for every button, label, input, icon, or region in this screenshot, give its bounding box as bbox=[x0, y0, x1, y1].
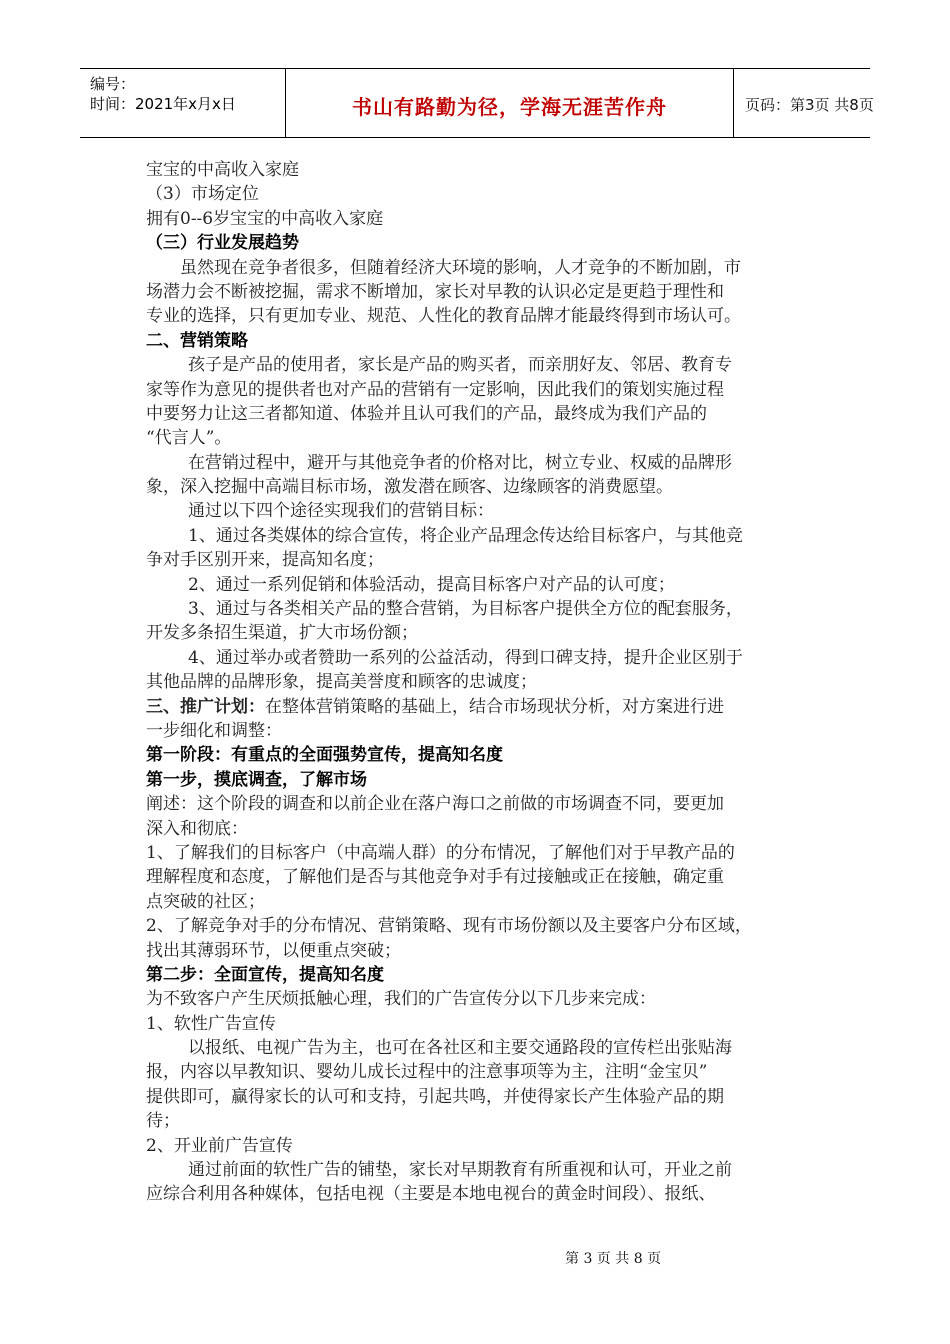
text-line: 1、通过各类媒体的综合宣传，将企业产品理念传达给目标客户，与其他竞 bbox=[188, 525, 743, 546]
text-line: 点突破的社区； bbox=[146, 891, 265, 912]
page-label: 页码：第3页 共8页 bbox=[745, 96, 874, 114]
step-heading: 第一步，摸底调查，了解市场 bbox=[146, 769, 367, 790]
text-line: “代言人”。 bbox=[146, 428, 232, 449]
text-line: 宝宝的中高收入家庭 bbox=[146, 160, 299, 180]
text-line: 家等作为意见的提供者也对产品的营销有一定影响，因此我们的策划实施过程 bbox=[146, 379, 724, 400]
text-line: 1、了解我们的目标客户（中高端人群）的分布情况，了解他们对于早教产品的 bbox=[146, 842, 735, 863]
document-body bbox=[146, 158, 826, 1207]
section-heading: （三）行业发展趋势 bbox=[146, 233, 299, 254]
text-line: 找出其薄弱环节，以便重点突破； bbox=[146, 940, 401, 961]
text-line: 拥有0--6岁宝宝的中高收入家庭 bbox=[146, 208, 384, 229]
date-label: 时间：2021年x月x日 bbox=[90, 95, 236, 113]
text-line: 其他品牌的品牌形象，提高美誉度和顾客的忠诚度； bbox=[146, 672, 537, 693]
text-line: 专业的选择，只有更加专业、规范、人性化的教育品牌才能最终得到市场认可。 bbox=[146, 306, 741, 327]
phase-heading: 第一阶段：有重点的全面强势宣传，提高知名度 bbox=[146, 745, 503, 766]
motto: 书山有路勤为径，学海无涯苦作舟 bbox=[352, 95, 667, 119]
text-line: 通过前面的软性广告的铺垫，家长对早期教育有所重视和认可，开业之前 bbox=[188, 1160, 732, 1181]
text-line: 开发多条招生渠道，扩大市场份额； bbox=[146, 623, 418, 644]
text-line bbox=[146, 695, 826, 719]
text-line: 一步细化和调整： bbox=[146, 720, 282, 741]
text-line: 1、软性广告宣传 bbox=[146, 1013, 276, 1034]
text-line: 虽然现在竞争者很多，但随着经济大环境的影响，人才竞争的不断加剧，市 bbox=[180, 257, 741, 278]
text-line: 2、开业前广告宣传 bbox=[146, 1135, 293, 1156]
text-line: 提供即可，赢得家长的认可和支持，引起共鸣，并使得家长产生体验产品的期 bbox=[146, 1086, 724, 1107]
text-line: 2、了解竞争对手的分布情况、营销策略、现有市场份额以及主要客户分布区域， bbox=[146, 916, 752, 937]
text-line: 孩子是产品的使用者，家长是产品的购买者，而亲朋好友、邻居、教育专 bbox=[188, 355, 732, 376]
text-line: 待； bbox=[146, 1111, 180, 1132]
text-line: 深入和彻底： bbox=[146, 818, 248, 839]
text-line: 以报纸、电视广告为主，也可在各社区和主要交通路段的宣传栏出张贴海 bbox=[188, 1038, 732, 1059]
text-line: 应综合利用各种媒体，包括电视（主要是本地电视台的黄金时间段）、报纸、 bbox=[146, 1184, 716, 1205]
text-line: 中要努力让这三者都知道、体验并且认可我们的产品，最终成为我们产品的 bbox=[146, 403, 707, 424]
text-line: 争对手区别开来，提高知名度； bbox=[146, 550, 384, 571]
header-table bbox=[80, 68, 874, 138]
text-line: 阐述：这个阶段的调查和以前企业在落户海口之前做的市场调查不同，要更加 bbox=[146, 794, 724, 815]
header-page-cell bbox=[733, 69, 874, 137]
text-span: 在整体营销策略的基础上，结合市场现状分析，对方案进行进 bbox=[265, 696, 724, 717]
number-label: 编号： bbox=[90, 75, 136, 93]
text-line: 3、通过与各类相关产品的整合营销，为目标客户提供全方位的配套服务， bbox=[188, 599, 743, 620]
footer-page-number: 第 3 页 共 8 页 bbox=[565, 1251, 662, 1267]
header-motto-cell bbox=[285, 69, 734, 137]
text-line: 场潜力会不断被挖掘，需求不断增加，家长对早教的认识必定是更趋于理性和 bbox=[146, 281, 724, 302]
section-heading: 二、营销策略 bbox=[146, 330, 248, 351]
text-line: 理解程度和态度，了解他们是否与其他竞争对手有过接触或正在接触，确定重 bbox=[146, 867, 724, 888]
section-heading: 三、推广计划： bbox=[146, 696, 265, 717]
text-line: 通过以下四个途径实现我们的营销目标： bbox=[188, 501, 494, 522]
step-heading: 第二步：全面宣传，提高知名度 bbox=[146, 964, 384, 985]
text-line: （3）市场定位 bbox=[146, 184, 259, 205]
text-line: 在营销过程中，避开与其他竞争者的价格对比，树立专业、权威的品牌形 bbox=[188, 452, 732, 473]
text-line: 2、通过一系列促销和体验活动，提高目标客户对产品的认可度； bbox=[188, 574, 675, 595]
text-line: 象，深入挖掘中高端目标市场，激发潜在顾客、边缘顾客的消费愿望。 bbox=[146, 477, 673, 498]
header-left-cell bbox=[80, 69, 285, 137]
text-line: 4、通过举办或者赞助一系列的公益活动，得到口碑支持，提升企业区别于 bbox=[188, 647, 743, 668]
text-line: 报，内容以早教知识、婴幼儿成长过程中的注意事项等为主，注明“金宝贝” bbox=[146, 1062, 708, 1083]
text-line: 为不致客户产生厌烦抵触心理，我们的广告宣传分以下几步来完成： bbox=[146, 989, 656, 1010]
